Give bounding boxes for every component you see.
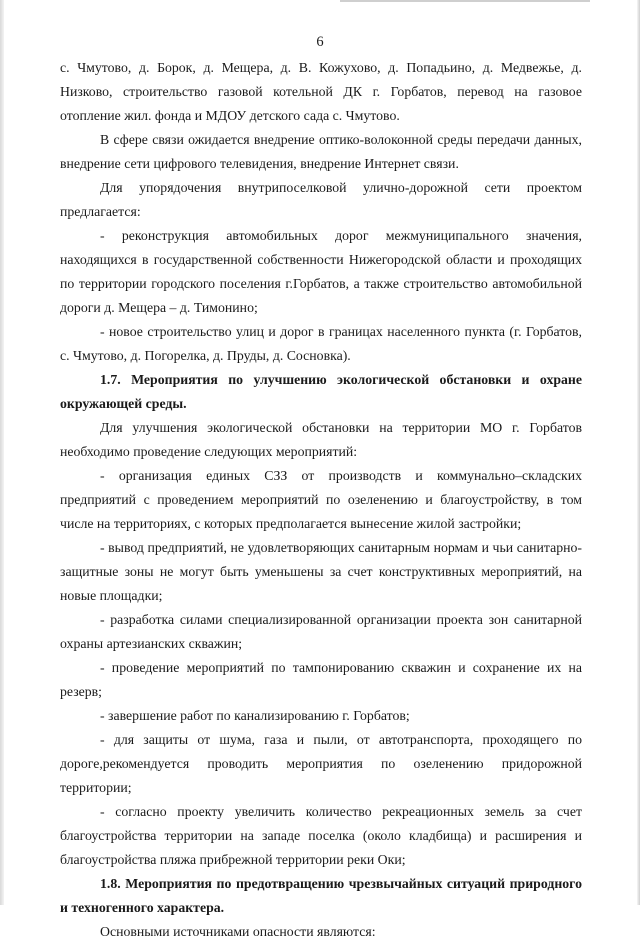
list-item-sanitary-zones: - организация единых СЗЗ от производств и коммунально–складских предприятий с проведением мероприятий по озеленению и благоустройству, в том числе на территориях, с которых предполагается вынесение жилой застройки; [60,468,582,531]
scan-edge-left [0,0,4,905]
paragraph-ecology-intro: Для улучшения экологической обстановки на территории МО г. Горбатов необходимо проведение следующих мероприятий: [60,420,582,459]
list-item-sewerage: - завершение работ по канализированию г. Горбатов; [100,708,410,723]
section-heading-ecology: 1.7. Мероприятия по улучшению экологической обстановки и охране окружающей среды. [60,372,582,411]
page-number: 6 [316,34,324,50]
section-heading-emergencies: 1.8. Мероприятия по предотвращению чрезвычайных ситуаций природного и техногенного характера. [60,876,582,915]
paragraph-hazard-sources: Основными источниками опасности являются: [100,924,376,939]
list-item-noise-protection: - для защиты от шума, газа и пыли, от автотранспорта, проходящего по дороге,рекомендуется проводить мероприятия по озеленению придорожной территории; [60,732,582,795]
list-item-wells-protection: - разработка силами специализированной организации проекта зон санитарной охраны артезианских скважин; [60,612,582,651]
list-item-well-plugging: - проведение мероприятий по тампонированию скважин и сохранение их на резерв; [60,660,582,699]
paragraph-road-network-intro: Для упорядочения внутрипоселковой улично-дорожной сети проектом предлагается: [60,180,582,219]
list-item-road-reconstruction: - реконструкция автомобильных дорог межмуниципального значения, находящихся в государственной собственности Нижегородской области и проходящих по территории городского поселения г.Горбатов, а также строительство автомобильной дороги д. Мещера – д. Тимонино; [60,228,582,315]
scan-top-mark [340,0,590,2]
list-item-relocation: - вывод предприятий, не удовлетворяющих санитарным нормам и чьи санитарно-защитные зоны не могут быть уменьшены за счет конструктивных мероприятий, на новые площадки; [60,540,582,603]
list-item-new-streets: - новое строительство улиц и дорог в границах населенного пункта (г. Горбатов, с. Чмутово, д. Погорелка, д. Пруды, д. Сосновка). [60,324,582,363]
paragraph-gas-supply: с. Чмутово, д. Борок, д. Мещера, д. В. Кожухово, д. Попадьино, д. Медвежье, д. Низково, строительство газовой котельной ДК г. Горбатов, перевод на газовое отопление жил. фонда и МДОУ детского сада с. Чмутово. [60,60,582,123]
document-body [60,56,582,944]
paragraph-communications: В сфере связи ожидается внедрение оптико-волоконной среды передачи данных, внедрение сети цифрового телевидения, внедрение Интернет связи. [60,132,582,171]
list-item-recreation: - согласно проекту увеличить количество рекреационных земель за счет благоустройства территории на западе поселка (около кладбища) и расширения и благоустройства пляжа прибрежной территории реки Оки; [60,804,582,867]
